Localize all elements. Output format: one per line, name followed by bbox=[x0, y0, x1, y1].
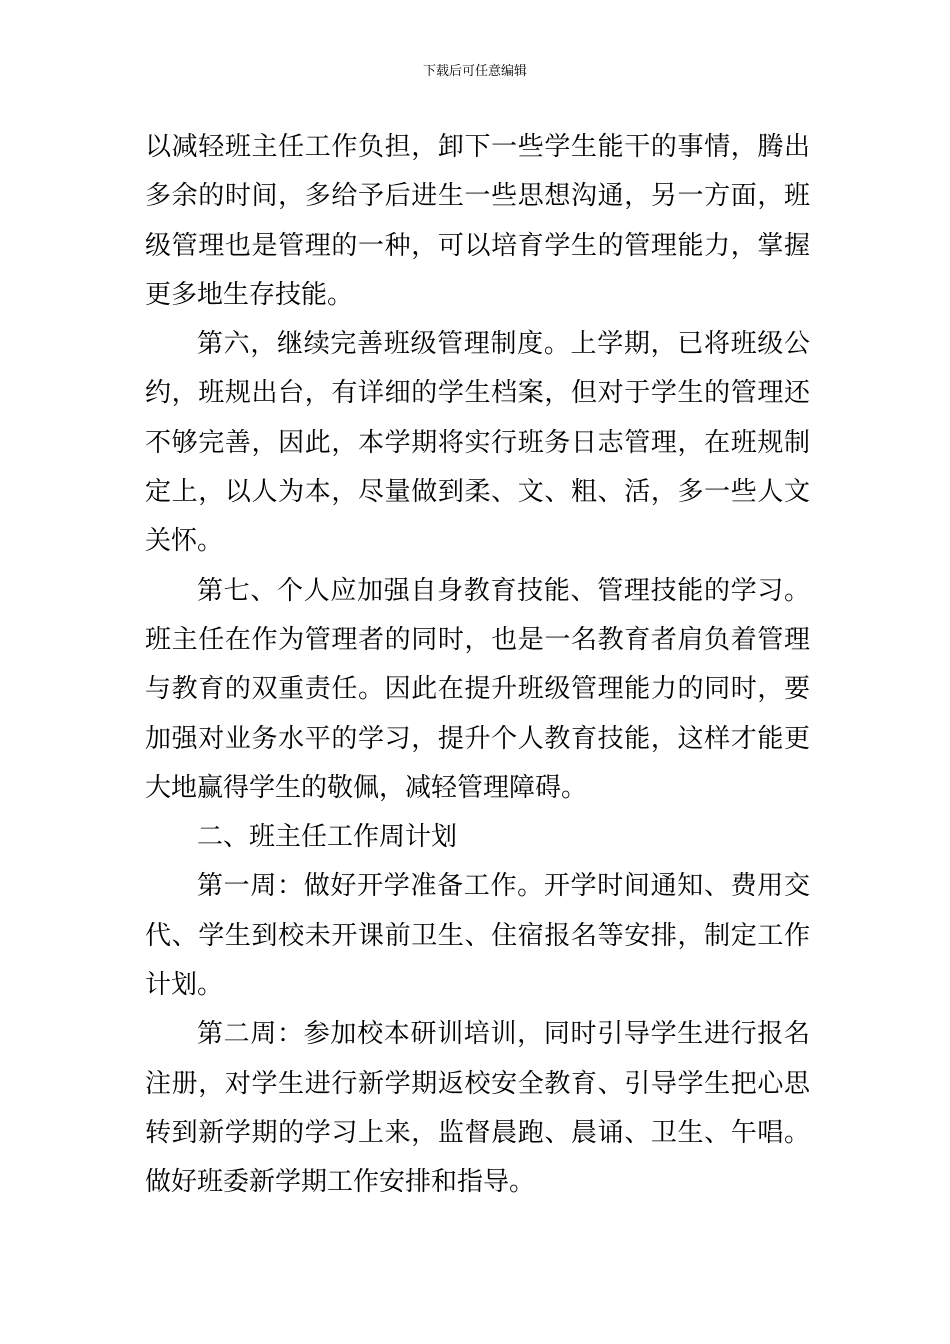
paragraph-continuation: 以减轻班主任工作负担，卸下一些学生能干的事情，腾出多余的时间，多给予后进生一些思想沟通，另一方面，班级管理也是管理的一种，可以培育学生的管理能力，掌握更多地生存技能。 bbox=[145, 132, 810, 310]
page-header-note: 下载后可任意编辑 bbox=[422, 64, 527, 79]
paragraph-week-two: 第二周：参加校本研训培训，同时引导学生进行报名注册，对学生进行新学期返校安全教育、引导学生把心思转到新学期的学习上来，监督晨跑、晨诵、卫生、午唱。做好班委新学期工作安排和指导。 bbox=[145, 1019, 810, 1198]
section-heading-weekly-plan: 二、班主任工作周计划 bbox=[197, 822, 458, 853]
document-body bbox=[145, 123, 810, 1208]
paragraph-week-one: 第一周：做好开学准备工作。开学时间通知、费用交代、学生到校未开课前卫生、住宿报名等安排，制定工作计划。 bbox=[145, 871, 810, 1001]
paragraph-item-seven: 第七、个人应加强自身教育技能、管理技能的学习。班主任在作为管理者的同时，也是一名教育者肩负着管理与教育的双重责任。因此在提升班级管理能力的同时，要加强对业务水平的学习，提升个人教育技能，这样才能更大地赢得学生的敬佩，减轻管理障碍。 bbox=[145, 575, 810, 803]
paragraph-item-six: 第六，继续完善班级管理制度。上学期，已将班级公约，班规出台，有详细的学生档案，但对于学生的管理还不够完善，因此，本学期将实行班务日志管理，在班规制定上，以人为本，尽量做到柔、文、粗、活，多一些人文关怀。 bbox=[145, 329, 810, 557]
